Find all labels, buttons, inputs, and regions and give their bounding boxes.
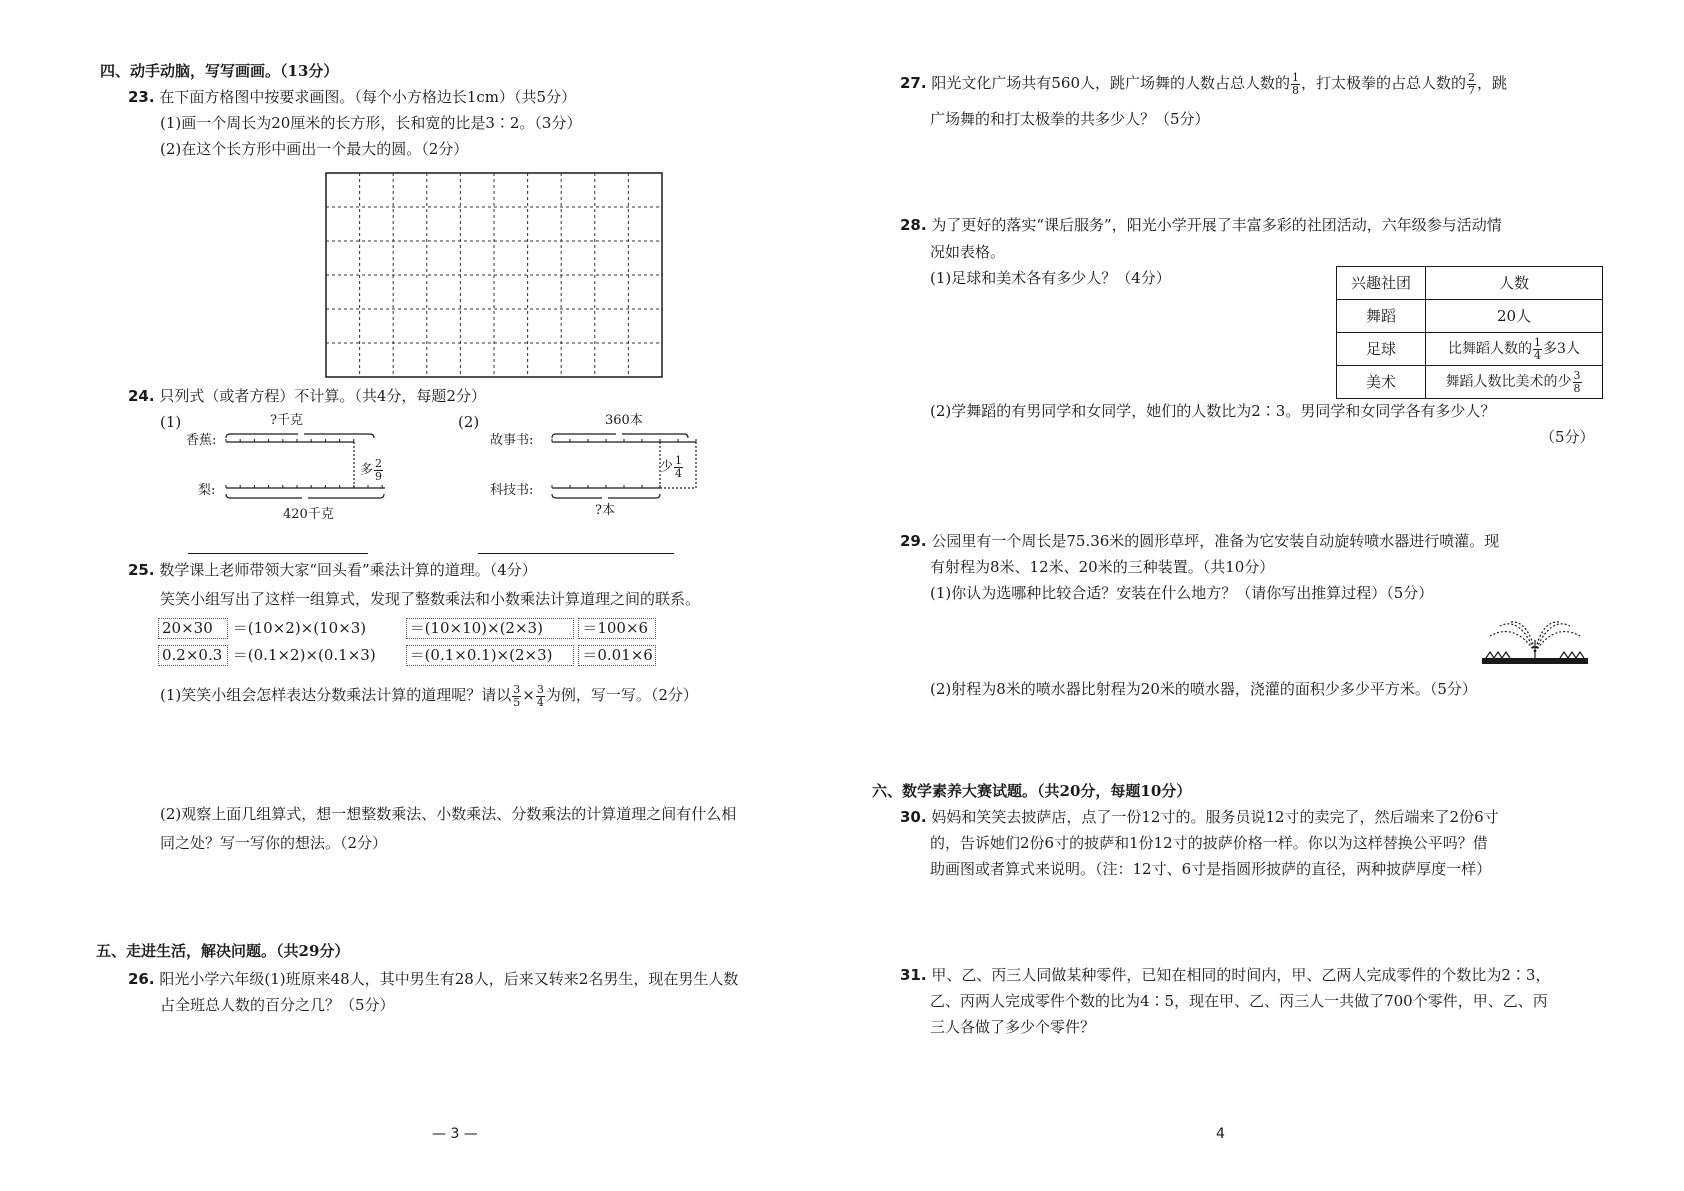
question-31-line-2: 乙、丙两人完成零件个数的比为4∶5，现在甲、乙、丙三人一共做了700个零件，甲、乙、丙 <box>930 992 1548 1010</box>
story-book-label: 故事书: <box>490 433 534 448</box>
question-25-part-2-line-2: 同之处？写一写你的想法。（2分） <box>160 834 388 852</box>
answer-line-2[interactable] <box>478 553 674 554</box>
science-book-label: 科技书: <box>490 483 534 498</box>
less-label: 少 $\frac{1}{4}$ <box>660 454 683 480</box>
table-row <box>1337 333 1603 366</box>
page-number-left: — 3 — <box>432 1126 478 1142</box>
question-text: 只列式（或者方程）不计算。（共4分，每题2分） <box>159 387 486 405</box>
question-30-line-3: 助画图或者算式来说明。（注：12寸、6寸是指圆形披萨的直径，两种披萨厚度一样） <box>930 860 1492 878</box>
question-24-title <box>128 387 486 406</box>
question-28-part-2-score: （5分） <box>1540 428 1595 446</box>
question-28-part-2: (2)学舞蹈的有男同学和女同学，她们的人数比为2∶3。男同学和女同学各有多少人？ <box>930 402 1496 420</box>
question-29-line-2: 有射程为8米、12米、20米的三种装置。（共10分） <box>930 558 1275 576</box>
sprinkler-illustration <box>1480 612 1590 668</box>
table-row <box>1337 300 1603 333</box>
table-cell: 20人 <box>1426 300 1603 333</box>
question-number: 29. <box>900 532 927 550</box>
diagram-1-bottom-label: 420千克 <box>283 507 334 522</box>
table-header-count: 人数 <box>1426 267 1603 300</box>
question-25-part-1: (1)笑笑小组会怎样表达分数乘法计算的道理呢？请以 $\frac{3}{5}$ × $\frac{3}{4}$ 为例，写一写。（2分） <box>160 683 698 709</box>
question-25-line-2: 笑笑小组写出了这样一组算式，发现了整数乘法和小数乘法计算道理之间的联系。 <box>160 590 701 608</box>
question-28-line-1: 28. 为了更好的落实“课后服务”，阳光小学开展了丰富多彩的社团活动，六年级参与活动情 <box>900 216 1502 234</box>
question-number: 24. <box>128 387 155 405</box>
question-text: 在下面方格图中按要求画图。（每个小方格边长1cm）（共5分） <box>159 88 577 106</box>
table-row <box>1337 366 1603 399</box>
section-6-heading: 六、数学素养大赛试题。（共20分，每题10分） <box>872 782 1192 800</box>
page-number-right: 4 <box>1216 1126 1225 1142</box>
fraction: $\frac{2}{9}$ <box>375 457 383 483</box>
question-23-title <box>128 88 576 107</box>
fraction: $\frac{2}{7}$ <box>1468 71 1476 97</box>
question-30-line-1: 30. 妈妈和笑笑去披萨店，点了一份12寸的。服务员说12寸的卖完了，然后端来了2份6寸 <box>900 808 1499 826</box>
table-cell: 比舞蹈人数的 $\frac{1}{4}$ 多3人 <box>1426 333 1603 366</box>
table-cell: 舞蹈人数比美术的少 $\frac{3}{8}$ <box>1426 366 1603 399</box>
fraction: $\frac{1}{4}$ <box>1534 335 1542 362</box>
question-26-line-1: 26. 阳光小学六年级(1)班原来48人，其中男生有28人，后来又转来2名男生，现在男生人数 <box>128 970 739 988</box>
diagram-1-lines <box>220 428 390 508</box>
banana-label: 香蕉: <box>186 433 217 448</box>
table-cell: 舞蹈 <box>1337 300 1426 333</box>
fraction: $\frac{3}{8}$ <box>1573 368 1581 395</box>
equation-row-2: 0.2×0.3 ＝(0.1×2)×(0.1×3) ＝(0.1×0.1)×(2×3) ＝0.01×6 <box>158 645 656 666</box>
question-27-line-2: 广场舞的和打太极拳的共多少人？（5分） <box>930 110 1210 128</box>
table-header-club: 兴趣社团 <box>1337 267 1426 300</box>
section-5-heading: 五、走进生活，解决问题。（共29分） <box>96 942 350 960</box>
more-label: 多 $\frac{2}{9}$ <box>360 457 383 483</box>
question-29-line-1: 29. 公园里有一个周长是75.36米的圆形草坪，准备为它安装自动旋转喷水器进行喷灌。现 <box>900 532 1500 550</box>
fraction: $\frac{3}{4}$ <box>536 683 544 709</box>
section-4-heading: 四、动手动脑，写写画画。（13分） <box>100 62 339 80</box>
club-table <box>1336 266 1603 399</box>
question-23-part-2: (2)在这个长方形中画出一个最大的圆。（2分） <box>160 140 469 158</box>
question-28-line-2: 况如表格。 <box>930 243 1006 261</box>
question-27-line-1: 27. 阳光文化广场共有560人，跳广场舞的人数占总人数的 $\frac{1}{8}$ ，打太极拳的占总人数的 $\frac{2}{7}$ ，跳 <box>900 71 1508 97</box>
question-31-line-3: 三人各做了多少个零件？ <box>930 1018 1096 1036</box>
diagram-1-top-label: ?千克 <box>270 413 303 428</box>
diagram-2-lines <box>548 428 698 508</box>
diagram-1-index: (1) <box>160 413 182 431</box>
fraction: $\frac{1}{8}$ <box>1292 71 1299 97</box>
question-number: 31. <box>900 966 927 984</box>
question-26-line-2: 占全班总人数的百分之几？（5分） <box>160 996 395 1014</box>
question-29-part-1: (1)你认为选哪种比较合适？安装在什么地方？（请你写出推算过程）（5分） <box>930 584 1434 602</box>
question-25-part-2-line-1: (2)观察上面几组算式，想一想整数乘法、小数乘法、分数乘法的计算道理之间有什么相 <box>160 805 737 823</box>
fraction: $\frac{1}{4}$ <box>675 454 683 480</box>
question-number: 28. <box>900 216 927 234</box>
diagram-2-top-label: 360本 <box>605 413 643 428</box>
table-row <box>1337 267 1603 300</box>
question-23-part-1: (1)画一个周长为20厘米的长方形，长和宽的比是3∶2。（3分） <box>160 114 582 132</box>
square-grid[interactable] <box>325 172 663 383</box>
diagram-2-bottom-label: ?本 <box>595 503 615 518</box>
question-number: 25. <box>128 561 155 579</box>
question-number: 23. <box>128 88 155 106</box>
answer-line-1[interactable] <box>188 553 368 554</box>
table-cell: 足球 <box>1337 333 1426 366</box>
question-30-line-2: 的，告诉她们2份6寸的披萨和1份12寸的披萨价格一样。你以为这样替换公平吗？借 <box>930 834 1488 852</box>
question-28-part-1: (1)足球和美术各有多少人？（4分） <box>930 269 1171 287</box>
question-29-part-2: (2)射程为8米的喷水器比射程为20米的喷水器，浇灌的面积少多少平方米。（5分） <box>930 680 1477 698</box>
question-number: 26. <box>128 970 155 988</box>
question-number: 27. <box>900 74 927 93</box>
question-31-line-1: 31. 甲、乙、丙三人同做某种零件，已知在相同的时间内，甲、乙两人完成零件的个数比为2∶3， <box>900 966 1551 984</box>
diagram-2-index: (2) <box>458 413 480 431</box>
grid-svg <box>325 172 663 378</box>
question-text: 数学课上老师带领大家“回头看”乘法计算的道理。（4分） <box>159 561 537 579</box>
table-cell: 美术 <box>1337 366 1426 399</box>
pear-label: 梨: <box>198 483 216 498</box>
question-number: 30. <box>900 808 927 826</box>
fraction: $\frac{3}{5}$ <box>513 683 521 709</box>
equation-row-1: 20×30 ＝(10×2)×(10×3) ＝(10×10)×(2×3) ＝100×6 <box>158 618 656 639</box>
question-25-title <box>128 561 537 580</box>
